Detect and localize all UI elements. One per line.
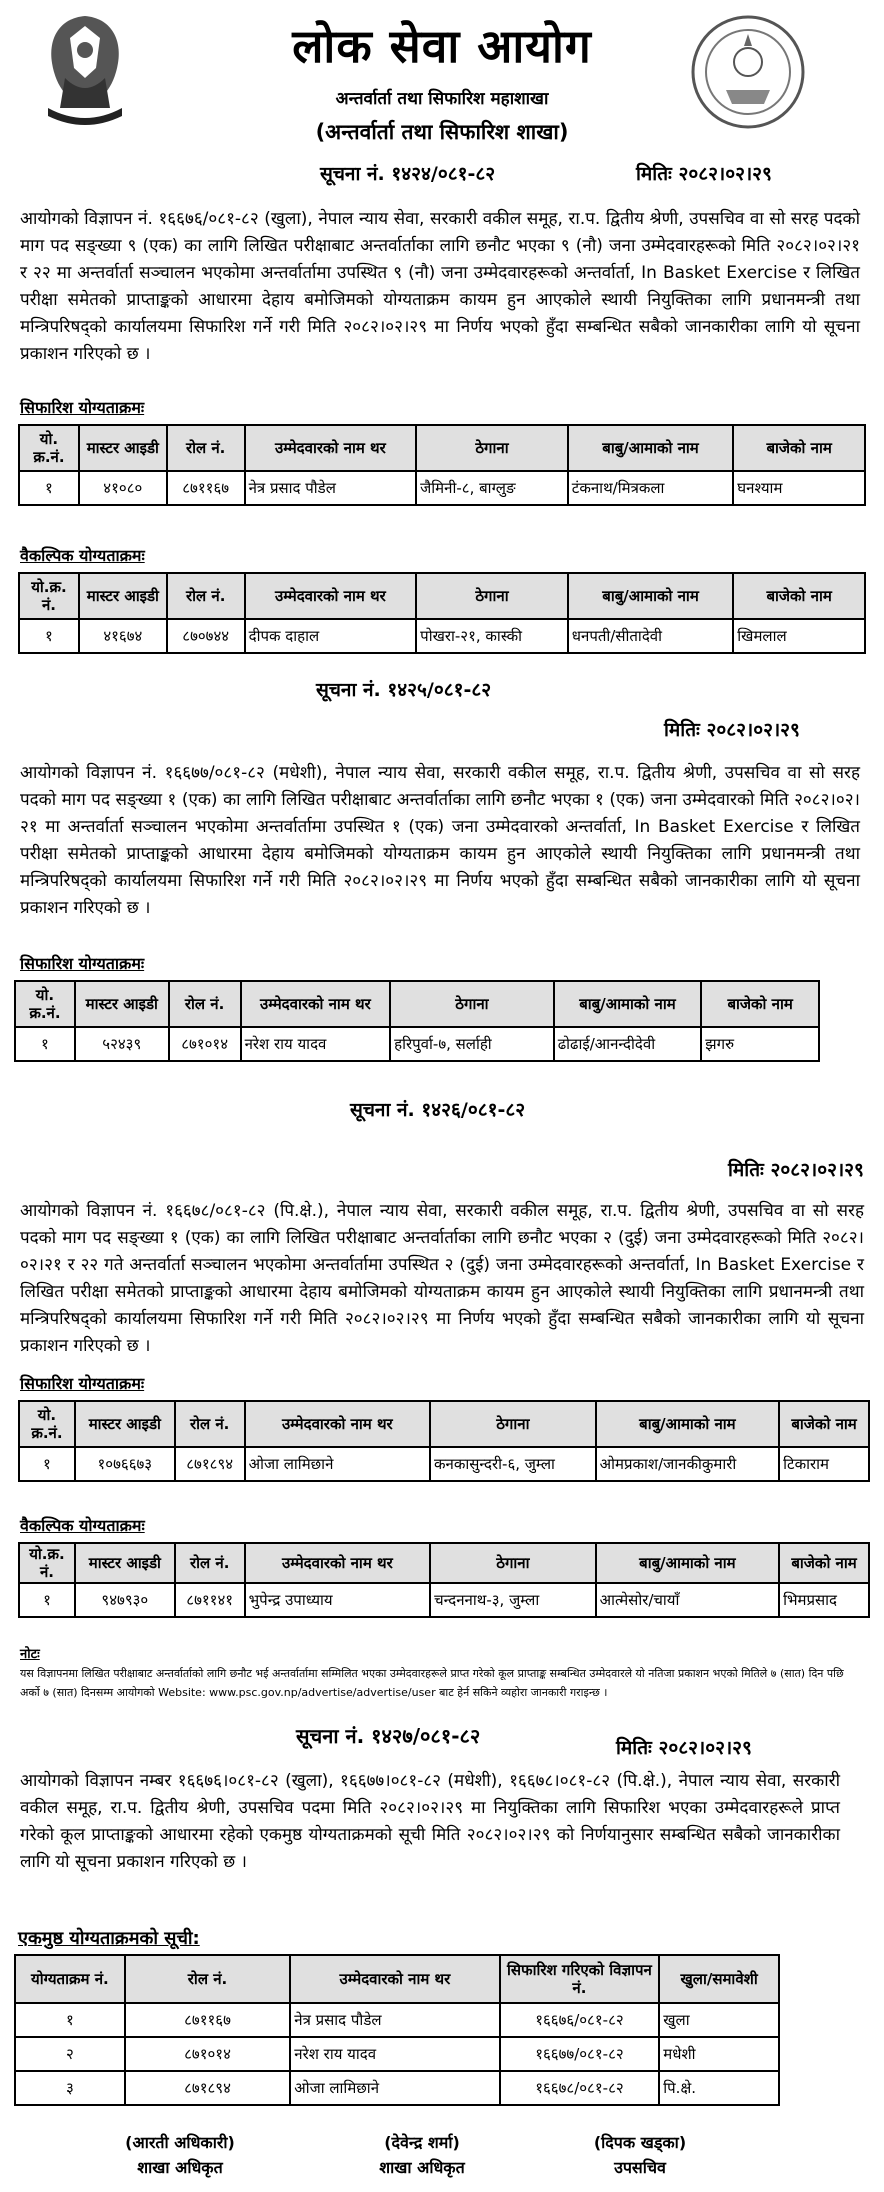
col-rank: यो. क्र.नं. — [19, 1401, 75, 1447]
col-master-id: मास्टर आइडी — [79, 573, 167, 619]
col-name: उम्मेदवारको नाम थर — [245, 1543, 430, 1583]
cell-parents: टंकनाथ/मित्रकला — [568, 471, 734, 505]
commission-title: लोक सेवा आयोग — [292, 19, 592, 73]
cell-advertisement: १६६७६/०८१-८२ — [500, 2003, 660, 2037]
col-merit-rank: योग्यताक्रम नं. — [15, 1955, 125, 2003]
note-heading: नोटः — [20, 1647, 40, 1662]
notice-3-number: सूचना नं. १४२६/०८१-८२ — [350, 1099, 526, 1121]
col-grandfather: बाजेको नाम — [733, 573, 865, 619]
col-parents: बाबु/आमाको नाम — [568, 573, 734, 619]
cell-group: खुला — [659, 2003, 779, 2037]
cell-master-id: ९४७९३० — [75, 1583, 175, 1617]
notice-3-rec-heading: सिफारिश योग्यताक्रमः — [20, 1374, 145, 1393]
cell-address: पोखरा-२१, कास्की — [416, 619, 568, 653]
col-group: खुला/समावेशी — [659, 1955, 779, 2003]
col-rank: यो.क्र. नं. — [19, 1543, 75, 1583]
col-parents: बाबु/आमाको नाम — [596, 1543, 779, 1583]
col-roll: रोल नं. — [167, 573, 245, 619]
cell-name: नेत्र प्रसाद पौडेल — [290, 2003, 499, 2037]
note-text: यस विज्ञापनमा लिखित परीक्षाबाट अन्तर्वार्ताको लागि छनौट भई अन्तर्वार्तामा सम्मिलित भएका उम्मेदवारहरूले प्राप्त गरेको कूल प्राप्ताङ्क सम्बन्धित उम्मेदवारले यो नतिजा प्रकाशन भएको मितिले ७ (सात) दिन पछि अर्को ७ (सात) दिनसम्म आयोगको Website: www.psc.gov.np/advertise/advertise/user बाट हेर्न सकिने व्यहोरा जानकारी गराइन्छ । — [20, 1667, 844, 1699]
merit-list-heading: एकमुष्ठ योग्यताक्रमको सूची: — [18, 1928, 200, 1949]
col-name: उम्मेदवारको नाम थर — [245, 1401, 430, 1447]
notice-1-paragraph: आयोगको विज्ञापन नं. १६६७६/०८१-८२ (खुला), नेपाल न्याय सेवा, सरकारी वकील समूह, रा.प. द्वितीय श्रेणी, उपसचिव वा सो सरह पदको माग पद सङ्ख्या ९ (एक) का लागि लिखित परीक्षाबाट अन्तर्वार्ताका लागि छनौट भएका ९ (नौ) जना उम्मेदवारहरूको मिति २०८२।०२।२१ र २२ मा अन्तर्वार्ता सञ्चालन भएकोमा अन्तर्वार्तामा उपस्थित ९ (नौ) जना उम्मेदवारहरूको अन्तर्वार्ता, In Basket Exercise र लिखित परीक्षा समेतको प्राप्ताङ्कको आधारमा देहाय बमोजिमको योग्यताक्रम कायम हुन आएकोले स्थायी नियुक्तिका लागि प्रधानमन्त्री तथा मन्त्रिपरिषद्को कार्यालयमा सिफारिश गर्ने गरी मिति २०८२।०२।२९ मा निर्णय भएको हुँदा सम्बन्धित सबैको जानकारीका लागि यो सूचना प्रकाशन गरिएको छ । — [20, 209, 860, 364]
merit-list-table — [14, 1954, 780, 2106]
cell-name: दीपक दाहाल — [245, 619, 417, 653]
col-grandfather: बाजेको नाम — [733, 425, 865, 471]
table-row — [19, 1447, 869, 1481]
notice-2-rec-table — [14, 980, 820, 1062]
notice-2-rec-heading: सिफारिश योग्यताक्रमः — [20, 954, 145, 973]
signature-1-title: शाखा अधिकृत — [137, 2158, 223, 2177]
cell-grandfather: खिमलाल — [733, 619, 865, 653]
col-grandfather: बाजेको नाम — [701, 981, 819, 1027]
division-name: अन्तर्वार्ता तथा सिफारिश महाशाखा — [335, 89, 549, 109]
notice-2-date: मितिः २०८२।०२।२९ — [664, 719, 800, 741]
col-address: ठेगाना — [430, 1543, 596, 1583]
psc-seal-logo — [688, 12, 808, 132]
cell-master-id: ४१६७४ — [79, 619, 167, 653]
col-master-id: मास्टर आइडी — [79, 425, 167, 471]
signature-3 — [540, 2130, 740, 2180]
notice-2-number: सूचना नं. १४२५/०८१-८२ — [316, 679, 492, 701]
cell-rank: १ — [19, 1583, 75, 1617]
notice-3-paragraph: आयोगको विज्ञापन नं. १६६७८/०८१-८२ (पि.क्षे.), नेपाल न्याय सेवा, सरकारी वकील समूह, रा.प. द्वितीय श्रेणी, उपसचिव वा सो सरह पदको माग पद सङ्ख्या १ (एक) का लागि लिखित परीक्षाबाट अन्तर्वार्ताका लागि छनौट भएका २ (दुई) जना उम्मेदवारहरूको मिति २०८२।०२।२१ र २२ गते अन्तर्वार्ता सञ्चालन भएकोमा अन्तर्वार्तामा उपस्थित २ (दुई) जना उम्मेदवारहरूको अन्तर्वार्ता, In Basket Exercise र लिखित परीक्षा समेतको प्राप्ताङ्कको आधारमा देहाय बमोजिमको योग्यताक्रम कायम हुन आएकोले स्थायी नियुक्तिका लागि प्रधानमन्त्री तथा मन्त्रिपरिषद्को कार्यालयमा सिफारिश गर्ने गरी मिति २०८२।०२।२९ मा निर्णय भएको हुँदा सम्बन्धित सबैको जानकारीका लागि यो सूचना प्रकाशन गरिएको छ । — [20, 1201, 864, 1356]
col-rank: यो.क्र. नं. — [19, 573, 79, 619]
signature-2-title: शाखा अधिकृत — [379, 2158, 465, 2177]
cell-master-id: ४१०८० — [79, 471, 167, 505]
cell-parents: ढोढाई/आनन्दीदेवी — [554, 1027, 702, 1061]
col-name: उम्मेदवारको नाम थर — [290, 1955, 499, 2003]
col-roll: रोल नं. — [125, 1955, 290, 2003]
col-advertisement: सिफारिश गरिएको विज्ञापन नं. — [500, 1955, 660, 2003]
cell-name: भुपेन्द्र उपाध्याय — [245, 1583, 430, 1617]
cell-rank: १ — [15, 2003, 125, 2037]
cell-grandfather: घनश्याम — [733, 471, 865, 505]
col-parents: बाबु/आमाको नाम — [568, 425, 734, 471]
cell-address: चन्दननाथ-३, जुम्ला — [430, 1583, 596, 1617]
cell-rank: २ — [15, 2037, 125, 2071]
notice-4-number: सूचना नं. १४२७/०८१-८२ — [296, 1724, 481, 1748]
cell-master-id: ५२४३९ — [75, 1027, 169, 1061]
col-rank: यो. क्र.नं. — [19, 425, 79, 471]
cell-rank: १ — [19, 471, 79, 505]
cell-grandfather: टिकाराम — [779, 1447, 869, 1481]
cell-roll: ८७११४१ — [175, 1583, 245, 1617]
table-row — [15, 2003, 779, 2037]
notice-1-alt-heading: वैकल्पिक योग्यताक्रमः — [20, 546, 145, 565]
notice-4-date: मितिः २०८२।०२।२९ — [616, 1737, 752, 1759]
col-roll: रोल नं. — [169, 981, 241, 1027]
col-master-id: मास्टर आइडी — [75, 1401, 175, 1447]
col-address: ठेगाना — [416, 425, 568, 471]
table-row — [19, 471, 865, 505]
cell-advertisement: १६६७८/०८१-८२ — [500, 2071, 660, 2105]
cell-roll: ८७१८९४ — [125, 2071, 290, 2105]
col-roll: रोल नं. — [175, 1401, 245, 1447]
notice-1-alt-table — [18, 572, 866, 654]
col-address: ठेगाना — [390, 981, 554, 1027]
notice-3-date: मितिः २०८२।०२।२९ — [728, 1159, 864, 1181]
notice-1-number: सूचना नं. १४२४/०८१-८२ — [320, 163, 496, 185]
cell-parents: आत्मेसोर/चायाँ — [596, 1583, 779, 1617]
col-master-id: मास्टर आइडी — [75, 1543, 175, 1583]
cell-address: जैमिनी-८, बाग्लुङ — [416, 471, 568, 505]
cell-address: हरिपुर्वा-७, सर्लाही — [390, 1027, 554, 1061]
cell-name: नरेश राय यादव — [290, 2037, 499, 2071]
branch-name: (अन्तर्वार्ता तथा सिफारिश शाखा) — [315, 120, 569, 144]
col-address: ठेगाना — [416, 573, 568, 619]
cell-rank: १ — [19, 1447, 75, 1481]
notice-1-rec-heading: सिफारिश योग्यताक्रमः — [20, 398, 145, 417]
col-name: उम्मेदवारको नाम थर — [245, 573, 417, 619]
col-master-id: मास्टर आइडी — [75, 981, 169, 1027]
col-roll: रोल नं. — [175, 1543, 245, 1583]
col-name: उम्मेदवारको नाम थर — [241, 981, 391, 1027]
notice-3-alt-heading: वैकल्पिक योग्यताक्रमः — [20, 1516, 145, 1535]
col-parents: बाबु/आमाको नाम — [596, 1401, 779, 1447]
notice-1-rec-table — [18, 424, 866, 506]
signature-1-name: (आरती अधिकारी) — [125, 2133, 235, 2152]
cell-name: ओजा लामिछाने — [290, 2071, 499, 2105]
cell-name: नरेश राय यादव — [241, 1027, 391, 1061]
table-row — [15, 2071, 779, 2105]
col-rank: यो. क्र.नं. — [15, 981, 75, 1027]
signature-3-title: उपसचिव — [614, 2158, 666, 2177]
col-grandfather: बाजेको नाम — [779, 1401, 869, 1447]
notice-4-paragraph: आयोगको विज्ञापन नम्बर १६६७६।०८१-८२ (खुला), १६६७७।०८१-८२ (मधेशी), १६६७८।०८१-८२ (पि.क्षे.), नेपाल न्याय सेवा, सरकारी वकील समूह, रा.प. द्वितीय श्रेणी, उपसचिव पदमा मिति २०८२।०२।२९ मा नियुक्तिका लागि सिफारिश भएका उम्मेदवारहरूले प्राप्त गरेको कूल प्राप्ताङ्कको आधारमा रहेको एकमुष्ठ योग्यताक्रमको सूची मिति २०८२।०२।२९ को निर्णयानुसार सम्बन्धित सबैको जानकारीका लागि यो सूचना प्रकाशन गरिएको छ । — [20, 1771, 840, 1872]
col-address: ठेगाना — [430, 1401, 596, 1447]
cell-rank: ३ — [15, 2071, 125, 2105]
cell-roll: ८७११६७ — [167, 471, 245, 505]
cell-roll: ८७११६७ — [125, 2003, 290, 2037]
cell-master-id: १०७६६७३ — [75, 1447, 175, 1481]
cell-roll: ८७०७४४ — [167, 619, 245, 653]
signature-1 — [80, 2130, 280, 2180]
col-roll: रोल नं. — [167, 425, 245, 471]
cell-grandfather: भिमप्रसाद — [779, 1583, 869, 1617]
cell-roll: ८७१८९४ — [175, 1447, 245, 1481]
cell-rank: १ — [15, 1027, 75, 1061]
signature-2-name: (देवेन्द्र शर्मा) — [384, 2133, 460, 2152]
cell-parents: ओमप्रकाश/जानकीकुमारी — [596, 1447, 779, 1481]
cell-rank: १ — [19, 619, 79, 653]
notice-1-date: मितिः २०८२।०२।२९ — [636, 163, 772, 185]
cell-group: पि.क्षे. — [659, 2071, 779, 2105]
cell-roll: ८७१०१४ — [125, 2037, 290, 2071]
col-grandfather: बाजेको नाम — [779, 1543, 869, 1583]
cell-parents: धनपती/सीतादेवी — [568, 619, 734, 653]
cell-grandfather: झगरु — [701, 1027, 819, 1061]
cell-advertisement: १६६७७/०८१-८२ — [500, 2037, 660, 2071]
table-row — [15, 2037, 779, 2071]
notice-2-paragraph: आयोगको विज्ञापन नं. १६६७७/०८१-८२ (मधेशी), नेपाल न्याय सेवा, सरकारी वकील समूह, रा.प. द्वितीय श्रेणी, उपसचिव वा सो सरह पदको माग पद सङ्ख्या १ (एक) का लागि लिखित परीक्षाबाट अन्तर्वार्ताका लागि छनौट भएका १ (एक) जना उम्मेदवारको मिति २०८२।०२।२१ मा अन्तर्वार्ता सञ्चालन भएकोमा अन्तर्वार्तामा उपस्थित १ (एक) जना उम्मेदवारको अन्तर्वार्ता, In Basket Exercise र लिखित परीक्षा समेतको प्राप्ताङ्कको आधारमा देहाय बमोजिमको योग्यताक्रम कायम हुन आएकोले स्थायी नियुक्तिका लागि प्रधानमन्त्री तथा मन्त्रिपरिषद्को कार्यालयमा सिफारिश गर्ने गरी मिति २०८२।०२।२९ मा निर्णय भएको हुँदा सम्बन्धित सबैको जानकारीका लागि यो सूचना प्रकाशन गरिएको छ । — [20, 763, 860, 918]
cell-name: ओजा लामिछाने — [245, 1447, 430, 1481]
cell-group: मधेशी — [659, 2037, 779, 2071]
table-row — [19, 1583, 869, 1617]
notice-3-alt-table — [18, 1542, 870, 1618]
signature-2 — [322, 2130, 522, 2180]
cell-address: कनकासुन्दरी-६, जुम्ला — [430, 1447, 596, 1481]
notice-3-rec-table — [18, 1400, 870, 1482]
cell-roll: ८७१०१४ — [169, 1027, 241, 1061]
cell-name: नेत्र प्रसाद पौडेल — [245, 471, 417, 505]
table-row — [15, 1027, 819, 1061]
col-name: उम्मेदवारको नाम थर — [245, 425, 417, 471]
col-parents: बाबु/आमाको नाम — [554, 981, 702, 1027]
signature-3-name: (दिपक खड्का) — [593, 2133, 687, 2152]
table-row — [19, 619, 865, 653]
